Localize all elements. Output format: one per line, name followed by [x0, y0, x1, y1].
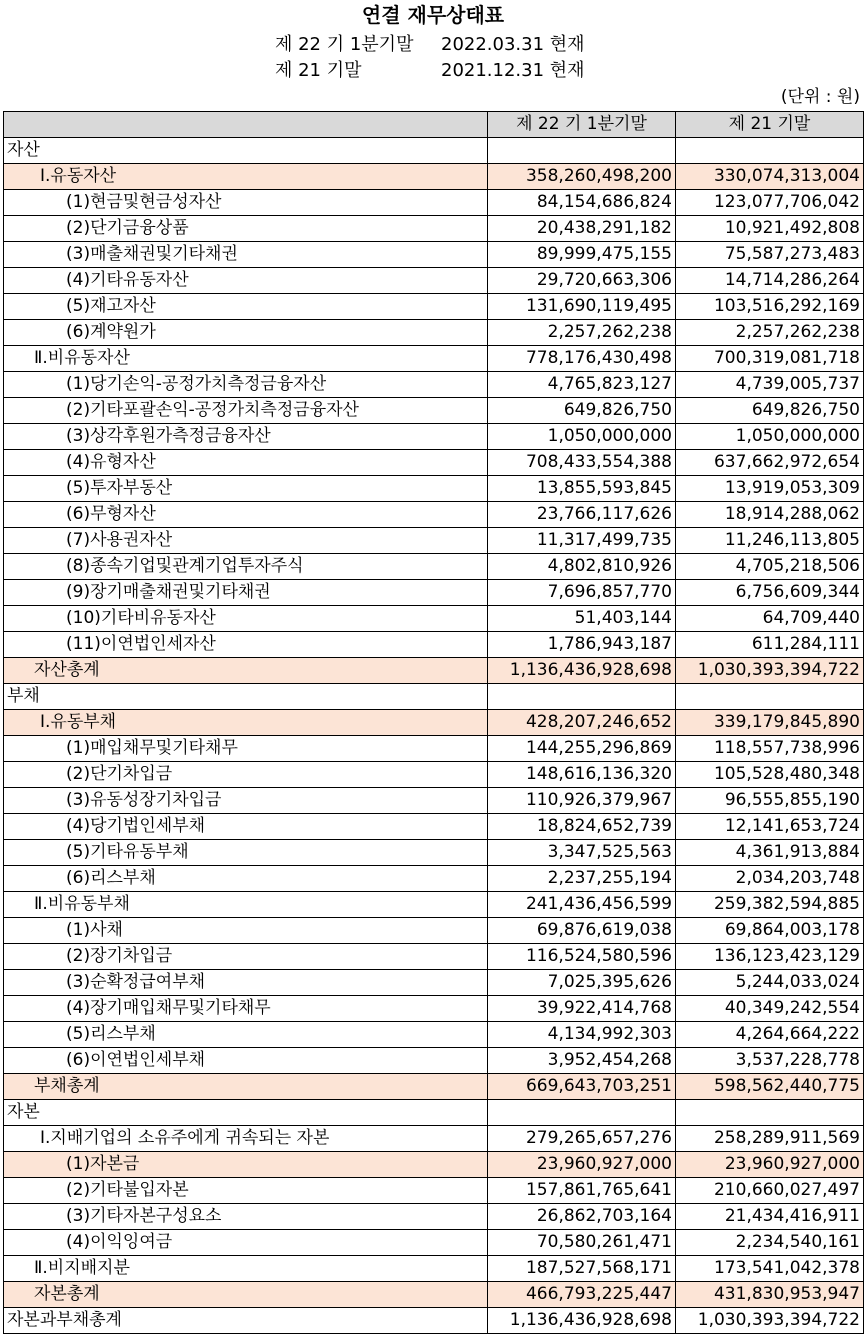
row-label: (1)당기손익-공정가치측정금융자산: [4, 372, 488, 398]
row-current-value: 23,766,117,626: [488, 502, 676, 528]
row-prior-value: 40,349,242,554: [676, 996, 864, 1022]
row-label: (11)이연법인세자산: [4, 632, 488, 658]
table-row: [4, 164, 864, 190]
row-current-value: 649,826,750: [488, 398, 676, 424]
row-prior-value: 69,864,003,178: [676, 918, 864, 944]
row-current-value: [488, 684, 676, 710]
row-prior-value: 4,705,218,506: [676, 554, 864, 580]
row-prior-value: 258,289,911,569: [676, 1126, 864, 1152]
row-prior-value: [676, 138, 864, 164]
period-current-date: 2022.03.31 현재: [441, 34, 585, 55]
row-current-value: 29,720,663,306: [488, 268, 676, 294]
row-current-value: 70,580,261,471: [488, 1230, 676, 1256]
table-row: [4, 1152, 864, 1178]
table-row: [4, 216, 864, 242]
table-row: [4, 814, 864, 840]
row-label: (4)유형자산: [4, 450, 488, 476]
table-row: [4, 502, 864, 528]
row-prior-value: 1,030,393,394,722: [676, 658, 864, 684]
row-prior-value: 339,179,845,890: [676, 710, 864, 736]
row-current-value: 778,176,430,498: [488, 346, 676, 372]
table-row: [4, 1048, 864, 1074]
table-row: [4, 658, 864, 684]
row-prior-value: 23,960,927,000: [676, 1152, 864, 1178]
row-prior-value: 96,555,855,190: [676, 788, 864, 814]
row-prior-value: 18,914,288,062: [676, 502, 864, 528]
row-current-value: 26,862,703,164: [488, 1204, 676, 1230]
row-prior-value: 13,919,053,309: [676, 476, 864, 502]
row-current-value: 4,134,992,303: [488, 1022, 676, 1048]
table-row: [4, 294, 864, 320]
row-label: (9)장기매출채권및기타채권: [4, 580, 488, 606]
row-label: (1)사채: [4, 918, 488, 944]
balance-sheet-table: [3, 111, 864, 1334]
row-current-value: [488, 1100, 676, 1126]
row-prior-value: 118,557,738,996: [676, 736, 864, 762]
row-current-value: 69,876,619,038: [488, 918, 676, 944]
row-label: (5)리스부채: [4, 1022, 488, 1048]
header-current-period: 제 22 기 1분기말: [488, 112, 676, 138]
table-row: [4, 736, 864, 762]
table-row: [4, 1074, 864, 1100]
row-prior-value: 259,382,594,885: [676, 892, 864, 918]
row-current-value: 4,765,823,127: [488, 372, 676, 398]
table-row: [4, 1022, 864, 1048]
row-label: Ⅱ.비유동자산: [4, 346, 488, 372]
table-row: [4, 1178, 864, 1204]
row-current-value: 11,317,499,735: [488, 528, 676, 554]
row-label: (10)기타비유동자산: [4, 606, 488, 632]
row-current-value: 187,527,568,171: [488, 1256, 676, 1282]
row-prior-value: 2,034,203,748: [676, 866, 864, 892]
table-row: [4, 788, 864, 814]
row-label: (1)자본금: [4, 1152, 488, 1178]
row-current-value: 13,855,593,845: [488, 476, 676, 502]
row-prior-value: 173,541,042,378: [676, 1256, 864, 1282]
row-label: (4)이익잉여금: [4, 1230, 488, 1256]
row-prior-value: 12,141,653,724: [676, 814, 864, 840]
row-label: (6)리스부채: [4, 866, 488, 892]
row-label: 자본과부채총계: [4, 1308, 488, 1334]
table-row: [4, 918, 864, 944]
row-prior-value: 4,264,664,222: [676, 1022, 864, 1048]
table-row: [4, 450, 864, 476]
row-current-value: 18,824,652,739: [488, 814, 676, 840]
row-current-value: 84,154,686,824: [488, 190, 676, 216]
header-prior-period: 제 21 기말: [676, 112, 864, 138]
row-label: 자산총계: [4, 658, 488, 684]
table-row: [4, 190, 864, 216]
row-current-value: 708,433,554,388: [488, 450, 676, 476]
row-prior-value: 2,257,262,238: [676, 320, 864, 346]
row-prior-value: 21,434,416,911: [676, 1204, 864, 1230]
row-prior-value: 637,662,972,654: [676, 450, 864, 476]
row-current-value: 3,347,525,563: [488, 840, 676, 866]
row-current-value: 241,436,456,599: [488, 892, 676, 918]
row-current-value: 144,255,296,869: [488, 736, 676, 762]
header-row: [4, 112, 864, 138]
period-prior-date: 2021.12.31 현재: [441, 60, 585, 81]
row-label: (7)사용권자산: [4, 528, 488, 554]
table-row: [4, 372, 864, 398]
row-current-value: 39,922,414,768: [488, 996, 676, 1022]
row-label: Ⅰ.유동자산: [4, 164, 488, 190]
row-label: (2)단기금융상품: [4, 216, 488, 242]
table-row: [4, 710, 864, 736]
row-label: (1)현금및현금성자산: [4, 190, 488, 216]
row-current-value: 466,793,225,447: [488, 1282, 676, 1308]
row-label: (2)장기차입금: [4, 944, 488, 970]
table-row: [4, 1100, 864, 1126]
table-row: [4, 554, 864, 580]
statement-title: 연결 재무상태표: [361, 3, 505, 27]
row-prior-value: 598,562,440,775: [676, 1074, 864, 1100]
row-current-value: 1,136,436,928,698: [488, 658, 676, 684]
row-prior-value: 3,537,228,778: [676, 1048, 864, 1074]
row-label: (2)기타불입자본: [4, 1178, 488, 1204]
row-label: (3)유동성장기차입금: [4, 788, 488, 814]
table-row: [4, 996, 864, 1022]
row-current-value: 131,690,119,495: [488, 294, 676, 320]
table-row: [4, 762, 864, 788]
row-current-value: 110,926,379,967: [488, 788, 676, 814]
table-row: [4, 632, 864, 658]
row-current-value: 20,438,291,182: [488, 216, 676, 242]
row-label: 자산: [4, 138, 488, 164]
table-row: [4, 320, 864, 346]
row-prior-value: 11,246,113,805: [676, 528, 864, 554]
row-prior-value: [676, 684, 864, 710]
row-label: (1)매입채무및기타채무: [4, 736, 488, 762]
row-prior-value: 75,587,273,483: [676, 242, 864, 268]
row-label: (5)재고자산: [4, 294, 488, 320]
row-current-value: 51,403,144: [488, 606, 676, 632]
table-row: [4, 1282, 864, 1308]
row-prior-value: 649,826,750: [676, 398, 864, 424]
row-current-value: 1,050,000,000: [488, 424, 676, 450]
table-row: [4, 398, 864, 424]
row-label: (4)기타유동자산: [4, 268, 488, 294]
row-current-value: 89,999,475,155: [488, 242, 676, 268]
row-prior-value: 210,660,027,497: [676, 1178, 864, 1204]
table-body: [4, 138, 864, 1334]
row-label: (5)투자부동산: [4, 476, 488, 502]
row-label: (6)무형자산: [4, 502, 488, 528]
table-row: [4, 866, 864, 892]
row-label: (3)순확정급여부채: [4, 970, 488, 996]
table-row: [4, 1204, 864, 1230]
table-row: [4, 1230, 864, 1256]
row-prior-value: 4,739,005,737: [676, 372, 864, 398]
row-label: 자본: [4, 1100, 488, 1126]
row-prior-value: 2,234,540,161: [676, 1230, 864, 1256]
row-prior-value: 700,319,081,718: [676, 346, 864, 372]
row-prior-value: 103,516,292,169: [676, 294, 864, 320]
row-current-value: 428,207,246,652: [488, 710, 676, 736]
row-prior-value: 1,030,393,394,722: [676, 1308, 864, 1334]
row-label: Ⅱ.비유동부채: [4, 892, 488, 918]
table-row: [4, 138, 864, 164]
row-current-value: 23,960,927,000: [488, 1152, 676, 1178]
table-row: [4, 970, 864, 996]
row-prior-value: 431,830,953,947: [676, 1282, 864, 1308]
row-current-value: 4,802,810,926: [488, 554, 676, 580]
row-prior-value: 123,077,706,042: [676, 190, 864, 216]
row-current-value: 1,136,436,928,698: [488, 1308, 676, 1334]
row-label: Ⅰ.유동부채: [4, 710, 488, 736]
table-row: [4, 242, 864, 268]
row-label: (3)기타자본구성요소: [4, 1204, 488, 1230]
row-prior-value: 611,284,111: [676, 632, 864, 658]
table-row: [4, 268, 864, 294]
table-row: [4, 476, 864, 502]
row-label: (5)기타유동부채: [4, 840, 488, 866]
table-row: [4, 606, 864, 632]
row-current-value: 669,643,703,251: [488, 1074, 676, 1100]
row-current-value: 7,025,395,626: [488, 970, 676, 996]
row-prior-value: 4,361,913,884: [676, 840, 864, 866]
row-label: (2)단기차입금: [4, 762, 488, 788]
row-prior-value: 136,123,423,129: [676, 944, 864, 970]
row-prior-value: 14,714,286,264: [676, 268, 864, 294]
row-current-value: 2,237,255,194: [488, 866, 676, 892]
row-current-value: 279,265,657,276: [488, 1126, 676, 1152]
row-current-value: 2,257,262,238: [488, 320, 676, 346]
row-label: (3)상각후원가측정금융자산: [4, 424, 488, 450]
row-prior-value: 6,756,609,344: [676, 580, 864, 606]
table-row: [4, 528, 864, 554]
table-row: [4, 1126, 864, 1152]
table-row: [4, 1308, 864, 1334]
row-label: (4)장기매입채무및기타채무: [4, 996, 488, 1022]
row-current-value: 3,952,454,268: [488, 1048, 676, 1074]
table-row: [4, 840, 864, 866]
table-row: [4, 580, 864, 606]
header-account: [4, 112, 488, 138]
row-prior-value: 64,709,440: [676, 606, 864, 632]
row-label: (6)이연법인세부채: [4, 1048, 488, 1074]
row-current-value: [488, 138, 676, 164]
row-current-value: 358,260,498,200: [488, 164, 676, 190]
row-label: (6)계약원가: [4, 320, 488, 346]
table-row: [4, 424, 864, 450]
row-prior-value: 105,528,480,348: [676, 762, 864, 788]
table-row: [4, 892, 864, 918]
row-current-value: 7,696,857,770: [488, 580, 676, 606]
row-label: Ⅰ.지배기업의 소유주에게 귀속되는 자본: [4, 1126, 488, 1152]
row-current-value: 157,861,765,641: [488, 1178, 676, 1204]
row-label: (3)매출채권및기타채권: [4, 242, 488, 268]
table-row: [4, 346, 864, 372]
row-current-value: 1,786,943,187: [488, 632, 676, 658]
row-prior-value: 10,921,492,808: [676, 216, 864, 242]
period-current-label: 제 22 기 1분기말: [275, 34, 414, 55]
table-row: [4, 684, 864, 710]
unit-label: (단위 : 원): [780, 87, 860, 107]
row-current-value: 148,616,136,320: [488, 762, 676, 788]
row-prior-value: 5,244,033,024: [676, 970, 864, 996]
row-label: 자본총계: [4, 1282, 488, 1308]
row-label: Ⅱ.비지배지분: [4, 1256, 488, 1282]
table-row: [4, 944, 864, 970]
row-label: (8)종속기업및관계기업투자주식: [4, 554, 488, 580]
row-label: 부채: [4, 684, 488, 710]
row-current-value: 116,524,580,596: [488, 944, 676, 970]
table-row: [4, 1256, 864, 1282]
row-label: (2)기타포괄손익-공정가치측정금융자산: [4, 398, 488, 424]
row-label: 부채총계: [4, 1074, 488, 1100]
row-prior-value: 330,074,313,004: [676, 164, 864, 190]
period-prior-label: 제 21 기말: [275, 60, 362, 81]
row-prior-value: [676, 1100, 864, 1126]
row-prior-value: 1,050,000,000: [676, 424, 864, 450]
row-label: (4)당기법인세부채: [4, 814, 488, 840]
